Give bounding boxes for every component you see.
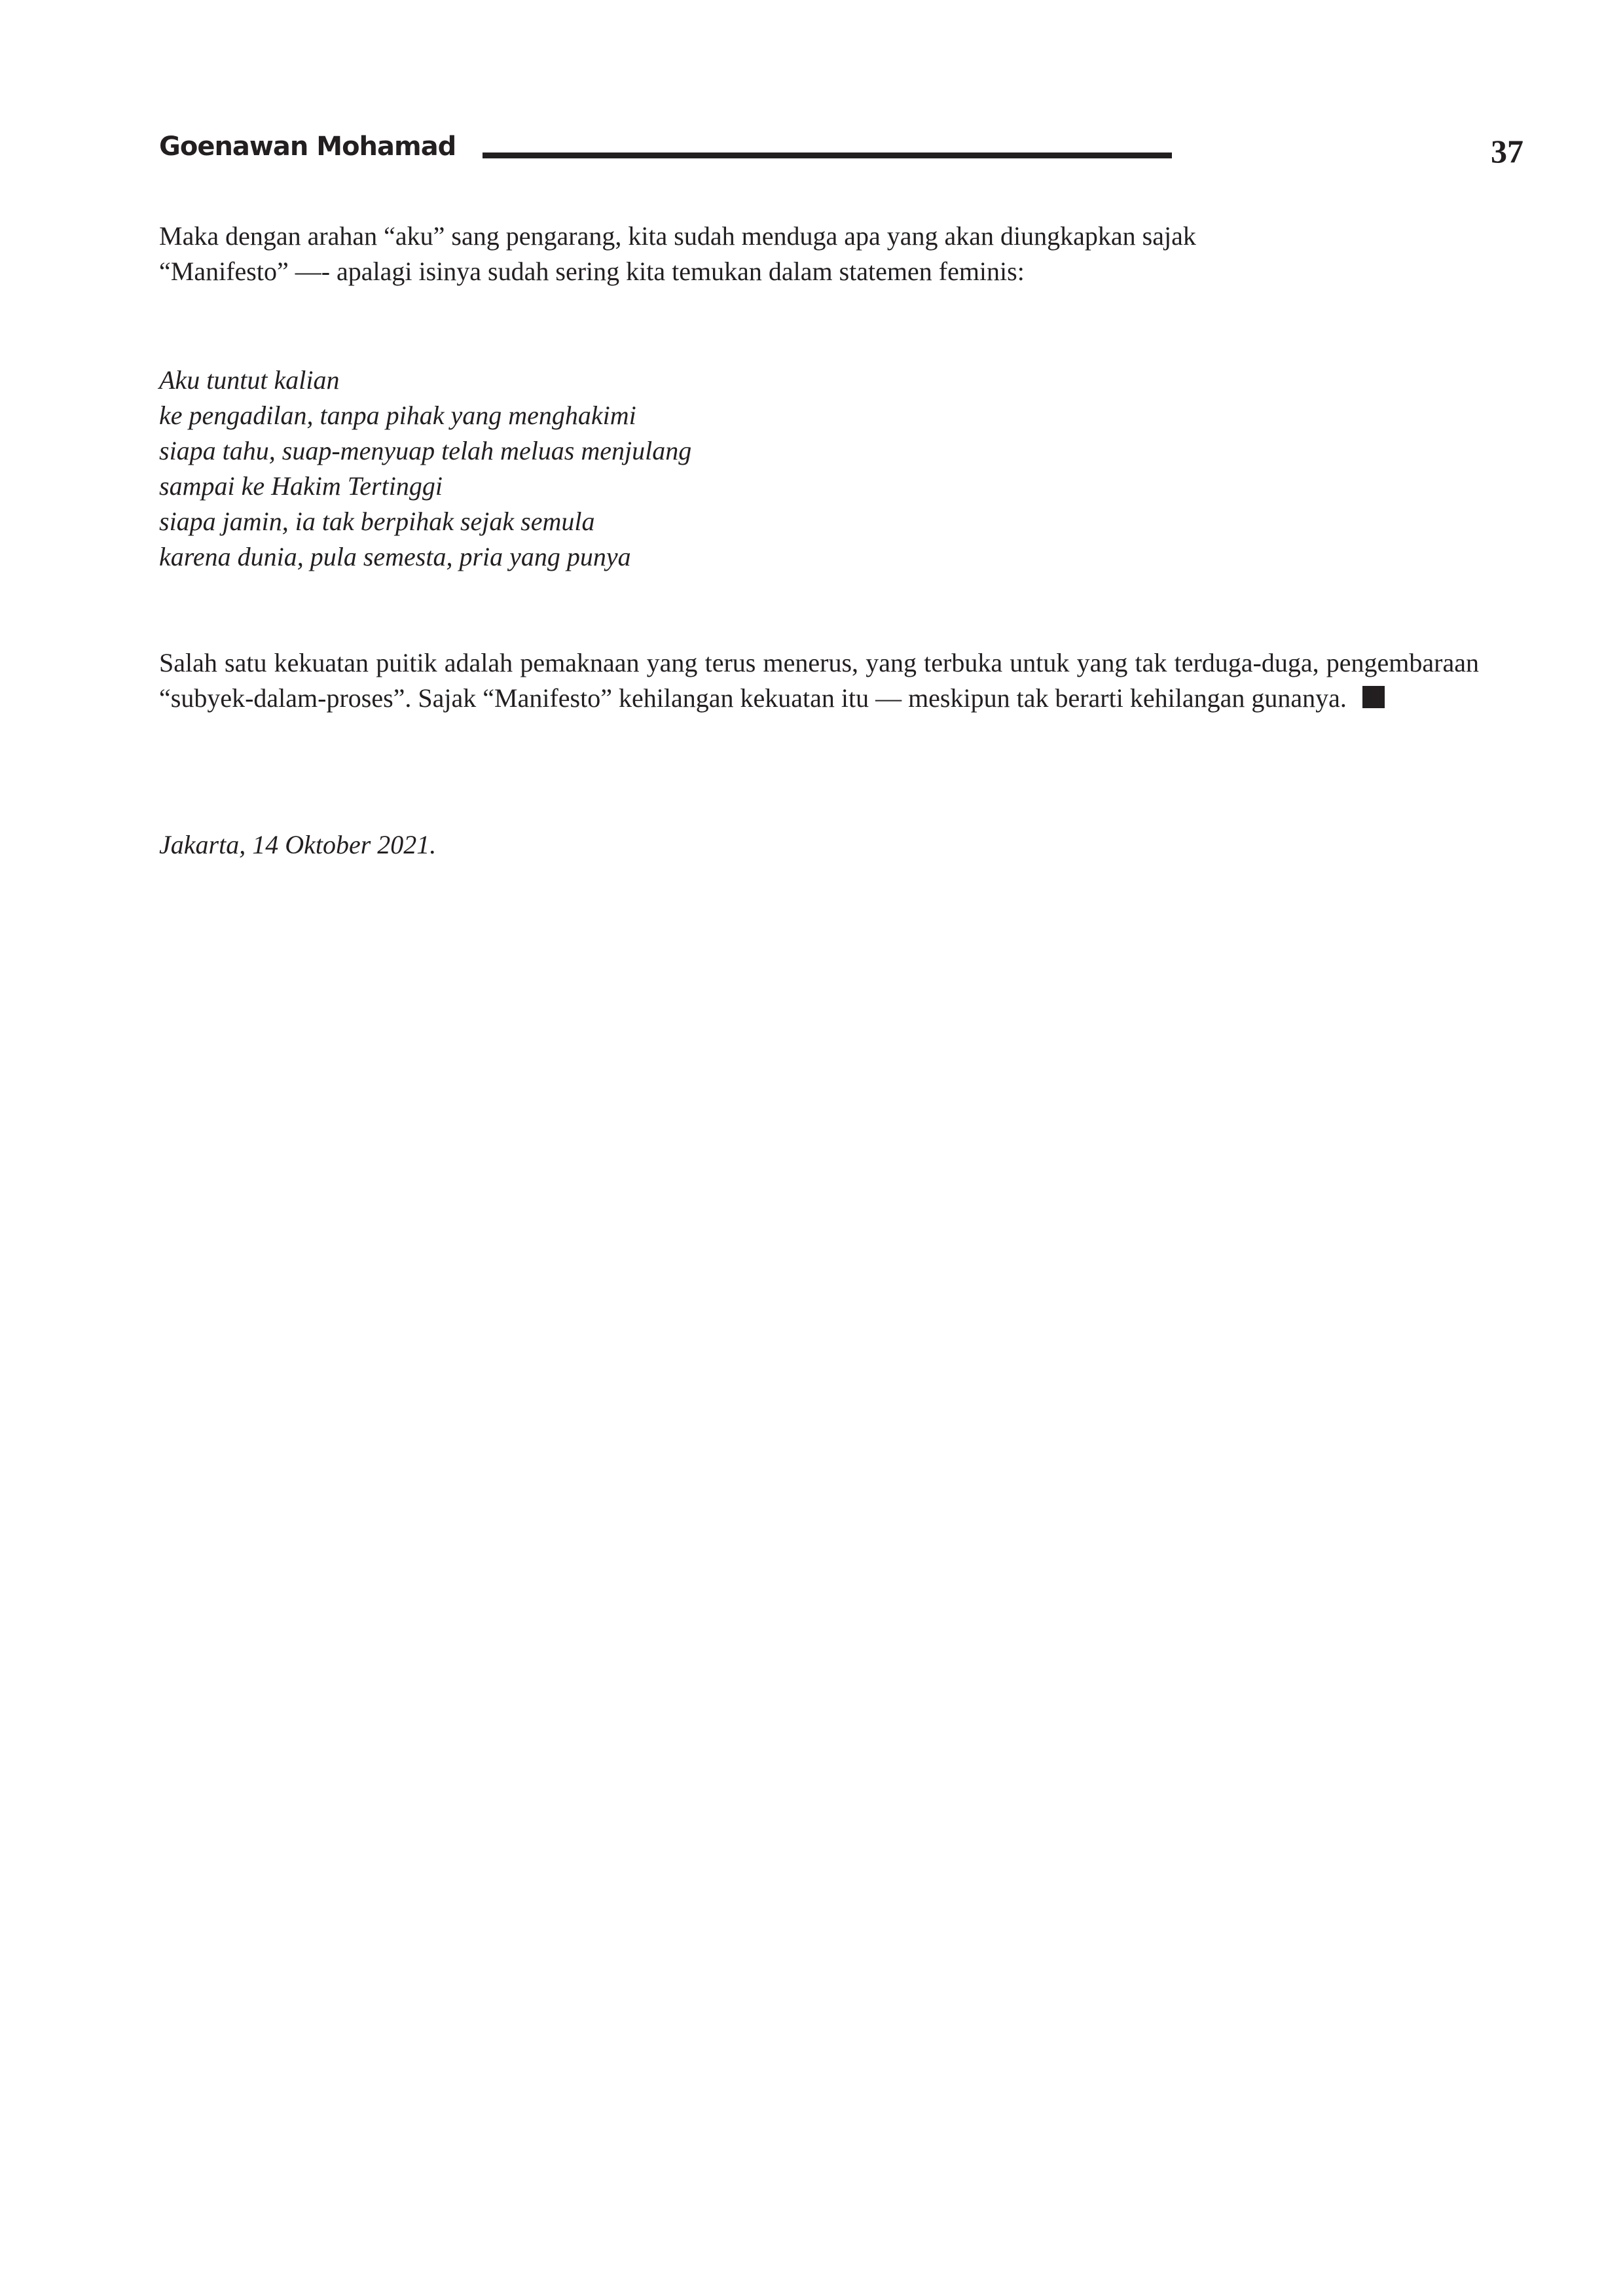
poem-line: siapa tahu, suap-menyuap telah meluas menjulang xyxy=(159,436,692,465)
intro-line: Maka dengan arahan “aku” sang pengarang, kita sudah menduga apa yang akan diungkapkan sajak xyxy=(159,221,1196,251)
header-rule xyxy=(483,152,1172,158)
intro-line: “Manifesto” —- apalagi isinya sudah sering kita temukan dalam statemen feminis: xyxy=(159,257,1025,286)
poem-line: Aku tuntut kalian xyxy=(159,365,340,395)
end-of-article-square-icon xyxy=(1362,686,1385,708)
poem-line: siapa jamin, ia tak berpihak sejak semula xyxy=(159,507,595,536)
conclusion-paragraph xyxy=(159,645,1479,716)
intro-paragraph xyxy=(159,219,1338,289)
poem-line: karena dunia, pula semesta, pria yang punya xyxy=(159,542,631,571)
conclusion-text: Salah satu kekuatan puitik adalah pemaknaan yang terus menerus, yang terbuka untuk yang tak terduga-duga, pengembaraan “subyek-dalam-proses”. Sajak “Manifesto” kehilangan kekuatan itu — meskipun tak berarti kehilangan gunanya. xyxy=(159,648,1479,713)
poem-line: sampai ke Hakim Tertinggi xyxy=(159,471,443,501)
signoff-place-date: Jakarta, 14 Oktober 2021. xyxy=(159,830,437,859)
poem-line: ke pengadilan, tanpa pihak yang menghakimi xyxy=(159,401,636,430)
page-number: 37 xyxy=(1491,133,1523,170)
running-header-author: Goenawan Mohamad xyxy=(159,132,456,162)
poem-quote xyxy=(159,363,691,575)
